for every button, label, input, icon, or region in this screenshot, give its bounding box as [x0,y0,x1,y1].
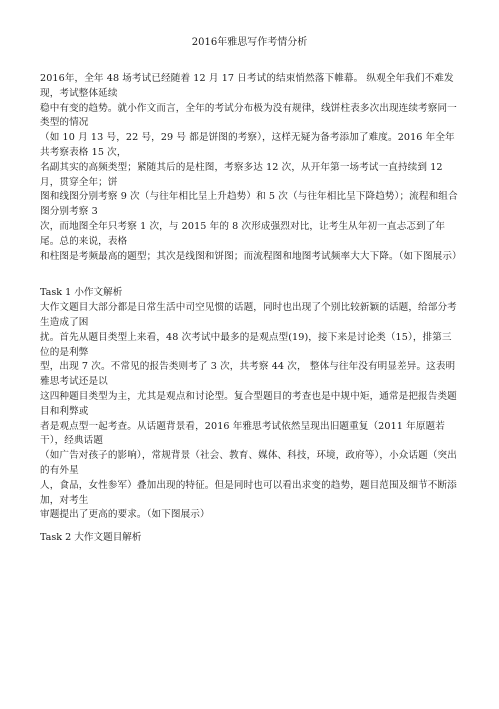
task1-line: 者是观点型一起考查。从话题背景看，2016 年雅思考试依然呈现出旧题重复（2011 年原题若干），经典话题 [40,420,445,447]
intro-paragraph [40,72,462,264]
intro-line: （如 10 月 13 号，22 号，29 号 都是饼图的考察），这样无疑为备考添加了难度。2016 年全年共考察表格 15 次， [40,132,455,158]
intro-line: 和柱图是考频最高的题型；其次是线图和饼图；而流程图和地图考试频率大大下降。（如下图展示） [40,250,462,262]
task1-line: 型，出现 7 次。不常见的报告类则考了 3 次，共考察 44 次， 整体与往年没有明显差异。这表明雅思考试还是以 [40,361,456,388]
task1-line: 扰。首先从题目类型上来看，48 次考试中最多的是观点型(19)，接下来是讨论类（15），排第三位的是利弊 [40,331,452,358]
task2-heading: Task 2 大作文题目解析 [40,532,142,544]
intro-line: 名副其实的高频类型；紧随其后的是柱图，考察多达 12 次，从开年第一场考试一直持续到 12 月，贯穿全年；饼 [40,161,443,188]
task1-line: 大作文题目大部分都是日常生活中司空见惯的话题，同时也出现了个别比较新颖的话题，给部分考生造成了困 [40,302,457,328]
intro-line: 稳中有变的趋势。就小作文而言，全年的考试分布极为没有规律，线饼柱表多次出现连续考察同一类型的情况 [40,102,457,129]
intro-line: 次，而地图全年只考察 1 次，与 2015 年的 8 次形成强烈对比，让考生从年初一直忐忑到了年尾。总的来说，表格 [40,220,446,247]
task1-line: 审题提出了更高的要求。（如下图展示） [40,509,210,521]
task1-heading: Task 1 小作文解析 [40,287,123,299]
task1-line: 这四种题目类型为主，尤其是观点和讨论型。复合型题目的考查也是中规中矩，通常是把报告类题目和利弊或 [40,390,457,417]
document-title: 2016年雅思写作考情分析 [191,37,308,48]
task1-line: 人，食品，女性参军）叠加出现的特征。但是同时也可以看出求变的趋势，题目范围及细节不断添加，对考生 [40,479,457,506]
intro-line: 图和线图分别考察 9 次（与往年相比呈上升趋势）和 5 次（与往年相比呈下降趋势）；流程和组合图分别考察 3 [40,191,458,218]
intro-line: 2016年，全年 48 场考试已经随着 12 月 17 日考试的结束悄然落下帷幕。 纵观全年我们不难发现，考试整体延续 [40,73,454,99]
task1-paragraph [40,301,459,523]
task1-line: （如广告对孩子的影响），常规背景（社会、教育、媒体、科技，环境，政府等），小众话题（突出的有外星 [40,450,457,476]
